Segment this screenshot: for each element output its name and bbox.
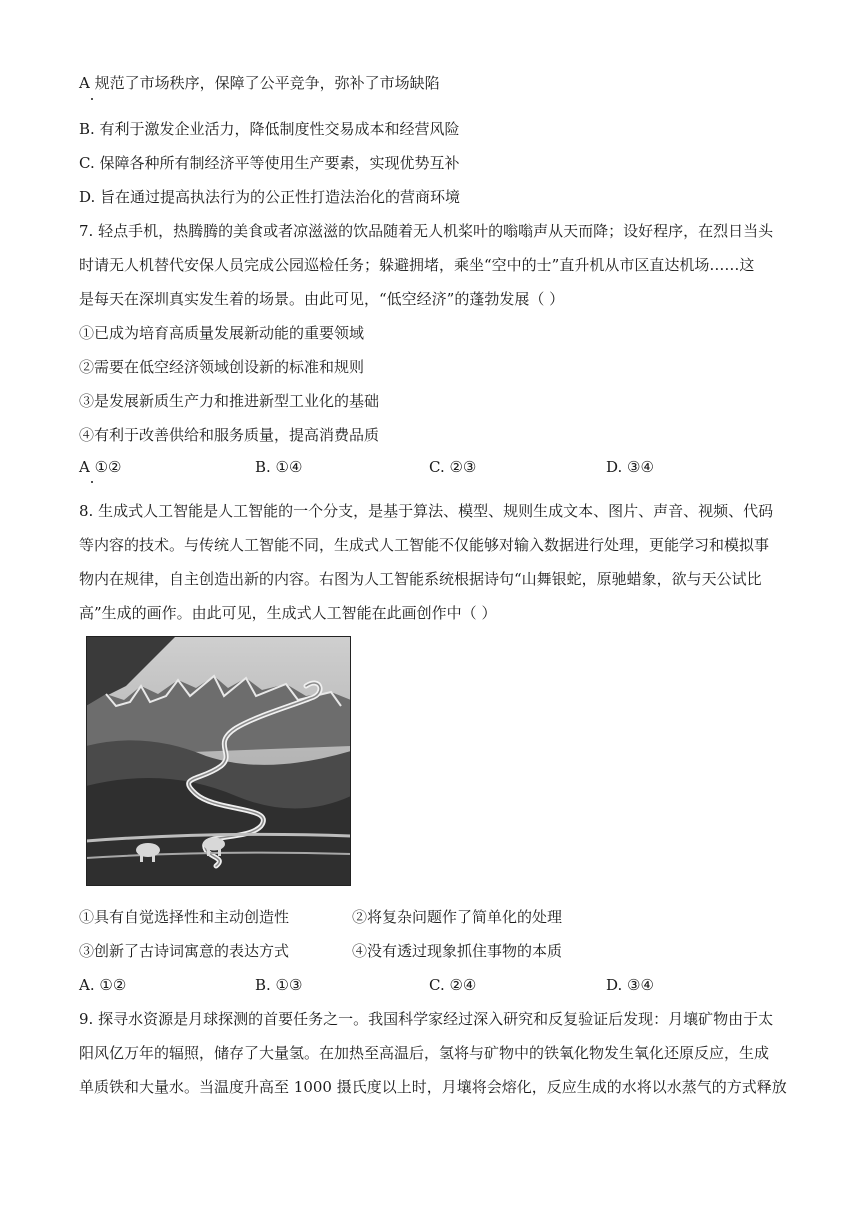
q7-choice-b: B. ①④ [255, 458, 303, 476]
q9-stem-line-2: 阳风亿万年的辐照，储存了大量氢。在加热至高温后，氢将与矿物中的铁氧化物发生氧化还原反应，生成 [79, 1044, 770, 1062]
q8-stem-line-4: 高”生成的画作。由此可见，生成式人工智能在此画创作中（ ） [79, 604, 497, 622]
emphasis-dot [91, 98, 93, 100]
q9-stem-line-1: 9. 探寻水资源是月球探测的首要任务之一。我国科学家经过深入研究和反复验证后发现：月壤矿物由于太 [79, 1010, 774, 1028]
q7-stem-line-1: 7. 轻点手机，热腾腾的美食或者凉滋滋的饮品随着无人机桨叶的嗡嗡声从天而降；设好程序，在烈日当头 [79, 222, 774, 240]
q7-item-2: ②需要在低空经济领域创设新的标准和规则 [79, 358, 365, 376]
emphasis-dot [91, 481, 93, 483]
q7-choice-c: C. ②③ [429, 458, 477, 476]
q8-stem-line-2: 等内容的技术。与传统人工智能不同，生成式人工智能不仅能够对输入数据进行处理，更能学习和模拟事 [79, 536, 770, 554]
q6-option-c: C. 保障各种所有制经济平等使用生产要素，实现优势互补 [79, 154, 460, 172]
q8-item-4: ④没有透过现象抓住事物的本质 [352, 942, 563, 960]
q8-item-1: ①具有自觉选择性和主动创造性 [79, 908, 290, 926]
q7-item-3: ③是发展新质生产力和推进新型工业化的基础 [79, 392, 380, 410]
q8-items-row-1 [79, 906, 779, 928]
q7-stem-line-2: 时请无人机替代安保人员完成公园巡检任务；躲避拥堵，乘坐“空中的士”直升机从市区直达机场……这 [79, 256, 755, 274]
q6-option-a: A 规范了市场秩序，保障了公平竞争，弥补了市场缺陷 [79, 74, 440, 92]
ai-painting-image [86, 636, 351, 886]
q7-stem-line-3: 是每天在深圳真实发生着的场景。由此可见，“低空经济”的蓬勃发展（ ） [79, 290, 565, 308]
q7-item-4: ④有利于改善供给和服务质量，提高消费品质 [79, 426, 380, 444]
q8-items-row-2 [79, 940, 779, 962]
q8-choice-c: C. ②④ [429, 976, 477, 994]
q8-stem-line-1: 8. 生成式人工智能是人工智能的一个分支，是基于算法、模型、规则生成文本、图片、声音、视频、代码 [79, 502, 774, 520]
q7-choices [79, 456, 779, 478]
q6-option-d: D. 旨在通过提高执法行为的公正性打造法治化的营商环境 [79, 188, 461, 206]
q8-item-2: ②将复杂问题作了简单化的处理 [352, 908, 563, 926]
q8-stem-line-3: 物内在规律，自主创造出新的内容。右图为人工智能系统根据诗句“山舞银蛇，原驰蜡象，欲与天公试比 [79, 570, 762, 588]
q8-choice-a: A. ①② [79, 976, 127, 994]
q8-choice-d: D. ③④ [606, 976, 654, 994]
q8-choice-b: B. ①③ [255, 976, 303, 994]
q8-choices [79, 974, 779, 996]
q9-stem-line-3: 单质铁和大量水。当温度升高至 1000 摄氏度以上时，月壤将会熔化，反应生成的水将以水蒸气的方式释放 [79, 1078, 787, 1096]
q7-choice-d: D. ③④ [606, 458, 654, 476]
q6-option-b: B. 有利于激发企业活力，降低制度性交易成本和经营风险 [79, 120, 460, 138]
q7-item-1: ①已成为培育高质量发展新动能的重要领域 [79, 324, 365, 342]
q8-item-3: ③创新了古诗词寓意的表达方式 [79, 942, 290, 960]
q7-choice-a: A ①② [79, 458, 122, 476]
